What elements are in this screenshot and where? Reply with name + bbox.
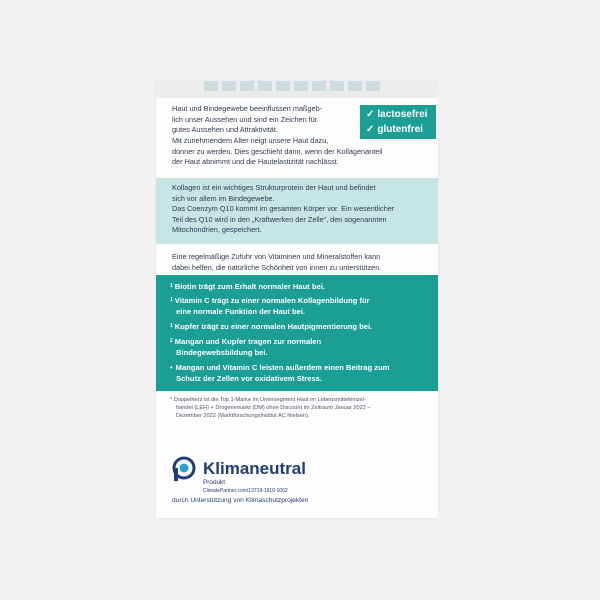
footnote — [170, 396, 432, 421]
collagen-line: Kollagen ist ein wichtiges Strukturprotein der Haut und befindet — [172, 183, 376, 192]
check-icon: ✓ — [366, 124, 375, 135]
collagen-line: Das Coenzym Q10 kommt im gesamten Körper vor. Ein wesentlicher — [172, 204, 395, 214]
allergen-badge — [360, 105, 436, 139]
intro-text — [172, 104, 362, 136]
aging-line: der Haut abnimmt und die Hautelastizität nachlässt. — [172, 157, 339, 167]
claim-text: Kupfer trägt zu einer normalen Hautpigmentierung bei. — [174, 322, 373, 331]
mirrored-print-through — [204, 81, 384, 91]
claim-text: eine normale Funktion der Haut bei. — [176, 307, 306, 316]
check-icon: ✓ — [366, 109, 375, 120]
claim-vitamin-c — [170, 295, 432, 317]
climate-id: ClimatePartner.com/13719-1910-1002 — [203, 488, 288, 494]
claim-text: Bindegewebsbildung bei. — [176, 348, 268, 357]
claim-marker: 1 — [170, 297, 173, 303]
climate-tagline: durch Unterstützung von Klimaschutzprojekten — [172, 497, 309, 504]
intro-line: lich unser Aussehen und sind ein Zeichen für — [172, 114, 318, 124]
vitamin-line: Eine regelmäßige Zufuhr von Vitaminen und Mineralstoffen kann — [172, 252, 381, 261]
badge-label: glutenfrei — [377, 124, 423, 135]
footnote-line: Dezember 2022 (Marktforschungsinstitut AC Nielsen). — [176, 413, 310, 420]
collagen-line: sich vor allem im Bindegewebe. — [172, 193, 275, 203]
claim-kupfer — [170, 321, 432, 332]
claim-marker: 2 — [170, 338, 173, 344]
claim-text: Mangan und Vitamin C leisten außerdem einen Beitrag zum — [175, 363, 390, 372]
collagen-text — [172, 183, 434, 236]
claim-text: Mangan und Kupfer tragen zur normalen — [174, 337, 322, 346]
product-box-back — [156, 80, 438, 518]
climate-title: Klimaneutral — [203, 459, 306, 478]
claim-oxidative-stress — [170, 362, 432, 384]
claim-mangan-kupfer — [170, 336, 432, 358]
climate-subtitle: Produkt — [203, 479, 226, 486]
claim-bullet: • — [170, 363, 173, 372]
footnote-line: * Doppelherz ist die Top 1-Marke im Untersegment Haut im Lebensmitteleinzel- — [170, 397, 366, 403]
badge-row-lactose — [366, 107, 436, 122]
health-claims-band — [156, 275, 438, 391]
claim-biotin — [170, 281, 432, 292]
intro-line: gutes Aussehen und Attraktivität. — [172, 125, 278, 135]
aging-line: dünner zu werden. Dies geschieht dann, wenn der Kollagenanteil — [172, 146, 383, 156]
claim-text: Biotin trägt zum Erhalt normaler Haut bei. — [174, 282, 325, 291]
collagen-line: Teil des Q10 wird in den „Kraftwerken der Zelle“, den sogenannten — [172, 214, 387, 224]
aging-text — [172, 136, 432, 168]
intro-line: Haut und Bindegewebe beeinflussen maßgeb- — [172, 104, 323, 113]
vitamin-line: dabei helfen, die natürliche Schönheit von innen zu unterstützen. — [172, 262, 382, 272]
badge-label: lactosefrei — [377, 109, 428, 120]
badge-row-gluten — [366, 122, 436, 137]
claim-text: Schutz der Zellen vor oxidativem Stress. — [176, 374, 323, 383]
claim-text: Vitamin C trägt zu einer normalen Kollagenbildung für — [174, 296, 370, 305]
footnote-line: handel (LEH) + Drogeriemarkt (DM) ohne Discount im Zeitraum Januar 2022 – — [176, 405, 371, 412]
claim-marker: 1 — [170, 283, 173, 289]
claim-marker: 1 — [170, 323, 173, 329]
climate-partner-logo-icon — [171, 456, 197, 482]
box-top-flap — [156, 80, 438, 98]
aging-line: Mit zunehmendem Alter neigt unsere Haut dazu, — [172, 136, 329, 145]
collagen-line: Mitochondrien, gespeichert. — [172, 225, 262, 235]
vitamin-text — [172, 252, 434, 273]
